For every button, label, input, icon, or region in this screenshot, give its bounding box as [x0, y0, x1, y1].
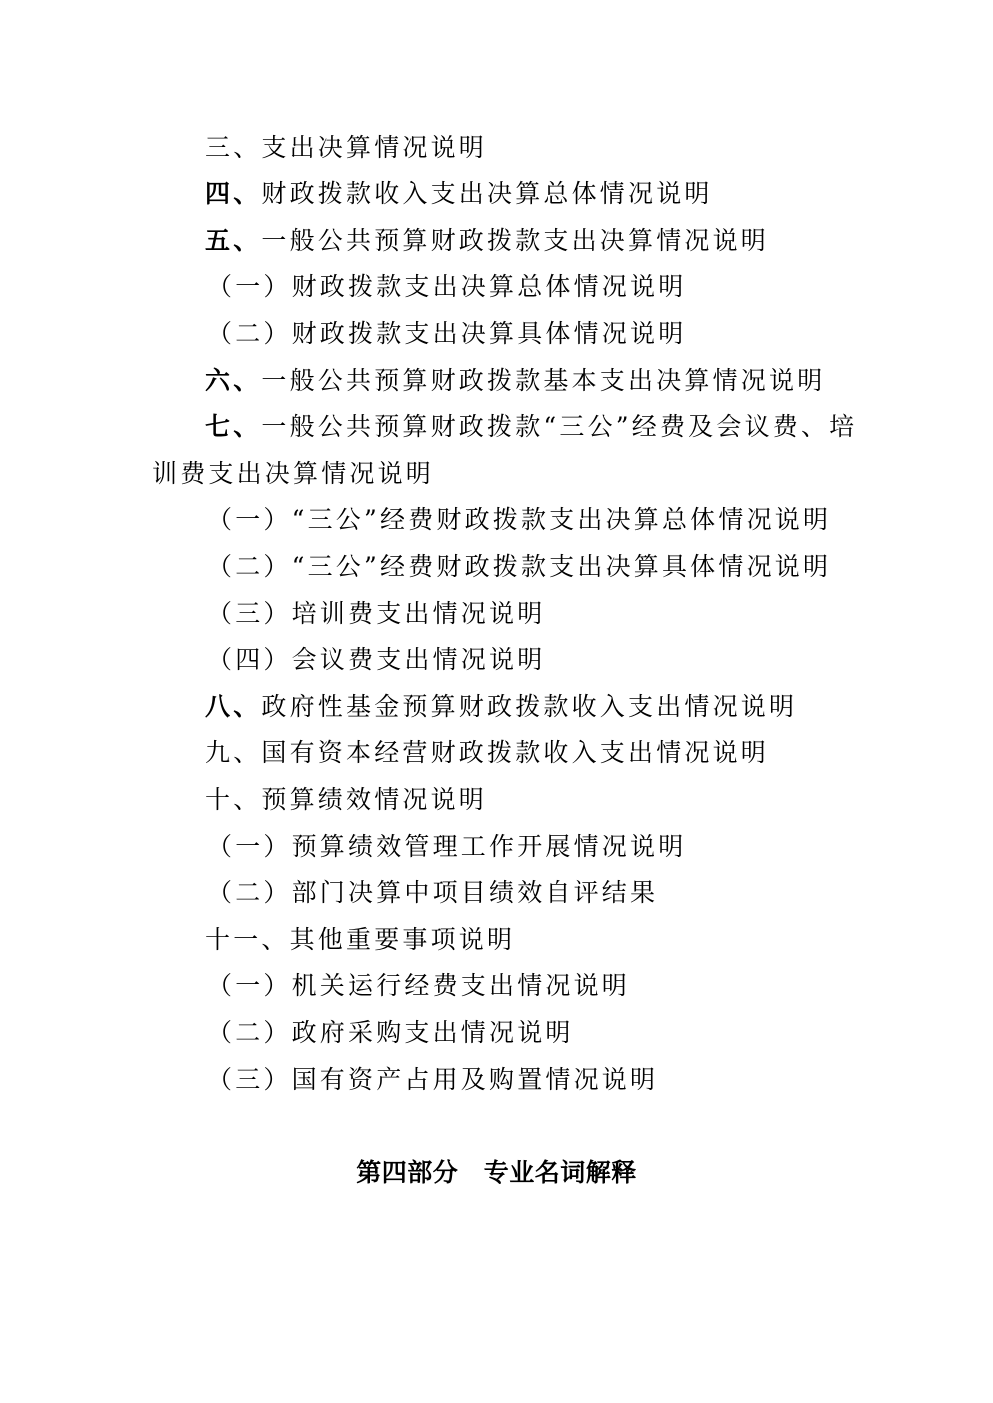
toc-item-number: 十一、 [205, 925, 290, 954]
toc-subitem [207, 1064, 658, 1096]
toc-item-text: 预算绩效管理工作开展情况说明 [291, 832, 687, 861]
toc-item-number: 三、 [205, 133, 262, 162]
toc-subitem [207, 644, 545, 676]
toc-item-text: 国有资本经营财政拨款收入支出情况说明 [261, 738, 770, 767]
section-title: 第四部分 专业名词解释 [356, 1158, 637, 1187]
toc-item-text: 部门决算中项目绩效自评结果 [291, 878, 659, 907]
toc-item-number: （一） [207, 272, 292, 301]
toc-item-continuation: 训费支出决算情况说明 [152, 459, 435, 488]
toc-item-number: 八、 [205, 692, 262, 721]
toc-item-text: 机关运行经费支出情况说明 [291, 971, 631, 1000]
toc-item-text: 政府采购支出情况说明 [291, 1018, 574, 1047]
toc-item-number: 五、 [205, 226, 262, 255]
toc-item [205, 784, 487, 816]
toc-item-text: 会议费支出情况说明 [291, 645, 546, 674]
toc-item-text: “三公”经费财政拨款支出决算总体情况说明 [291, 505, 832, 534]
toc-item-text: 财政拨款支出决算具体情况说明 [291, 319, 687, 348]
toc-subitem [207, 551, 831, 583]
toc-subitem [207, 318, 686, 350]
toc-item-number: （三） [207, 1065, 292, 1094]
toc-item-number: （一） [207, 505, 292, 534]
toc-subitem [207, 970, 630, 1002]
toc-item [205, 178, 713, 210]
toc-subitem [207, 598, 545, 630]
toc-item [205, 691, 797, 723]
toc-item-number: （二） [207, 1018, 292, 1047]
toc-item-number: （一） [207, 971, 292, 1000]
toc-item-text: 财政拨款收入支出决算总体情况说明 [261, 179, 713, 208]
toc-item [205, 737, 769, 769]
toc-item-text: 政府性基金预算财政拨款收入支出情况说明 [261, 692, 798, 721]
toc-item-number: （二） [207, 319, 292, 348]
toc-item-number: 十、 [205, 785, 262, 814]
toc-subitem [207, 271, 686, 303]
toc-item [205, 132, 487, 164]
toc-item-text: 支出决算情况说明 [261, 133, 488, 162]
toc-subitem [207, 877, 658, 909]
toc-subitem [207, 504, 831, 536]
toc-subitem [207, 1017, 574, 1049]
toc-item [205, 411, 857, 443]
toc-item-text: 培训费支出情况说明 [291, 599, 546, 628]
toc-item-text: 一般公共预算财政拨款“三公”经费及会议费、培 [261, 412, 858, 441]
toc-item-number: 四、 [205, 179, 262, 208]
toc-item-text: “三公”经费财政拨款支出决算具体情况说明 [291, 552, 832, 581]
toc-item-number: 七、 [205, 412, 262, 441]
toc-item [205, 365, 825, 397]
toc-item-text: 其他重要事项说明 [289, 925, 516, 954]
toc-subitem [207, 831, 686, 863]
toc-item-number: （三） [207, 599, 292, 628]
toc-item-text: 预算绩效情况说明 [261, 785, 488, 814]
toc-item-number: 九、 [205, 738, 262, 767]
toc-item-text: 财政拨款支出决算总体情况说明 [291, 272, 687, 301]
toc-item-number: （二） [207, 878, 292, 907]
toc-item-text: 国有资产占用及购置情况说明 [291, 1065, 659, 1094]
toc-item-text: 一般公共预算财政拨款基本支出决算情况说明 [261, 366, 826, 395]
toc-item-number: 六、 [205, 366, 262, 395]
toc-item-text: 一般公共预算财政拨款支出决算情况说明 [261, 226, 770, 255]
toc-item-number: （一） [207, 832, 292, 861]
toc-item-number: （二） [207, 552, 292, 581]
toc-item [205, 225, 769, 257]
toc-item-number: （四） [207, 645, 292, 674]
toc-item [205, 924, 515, 956]
